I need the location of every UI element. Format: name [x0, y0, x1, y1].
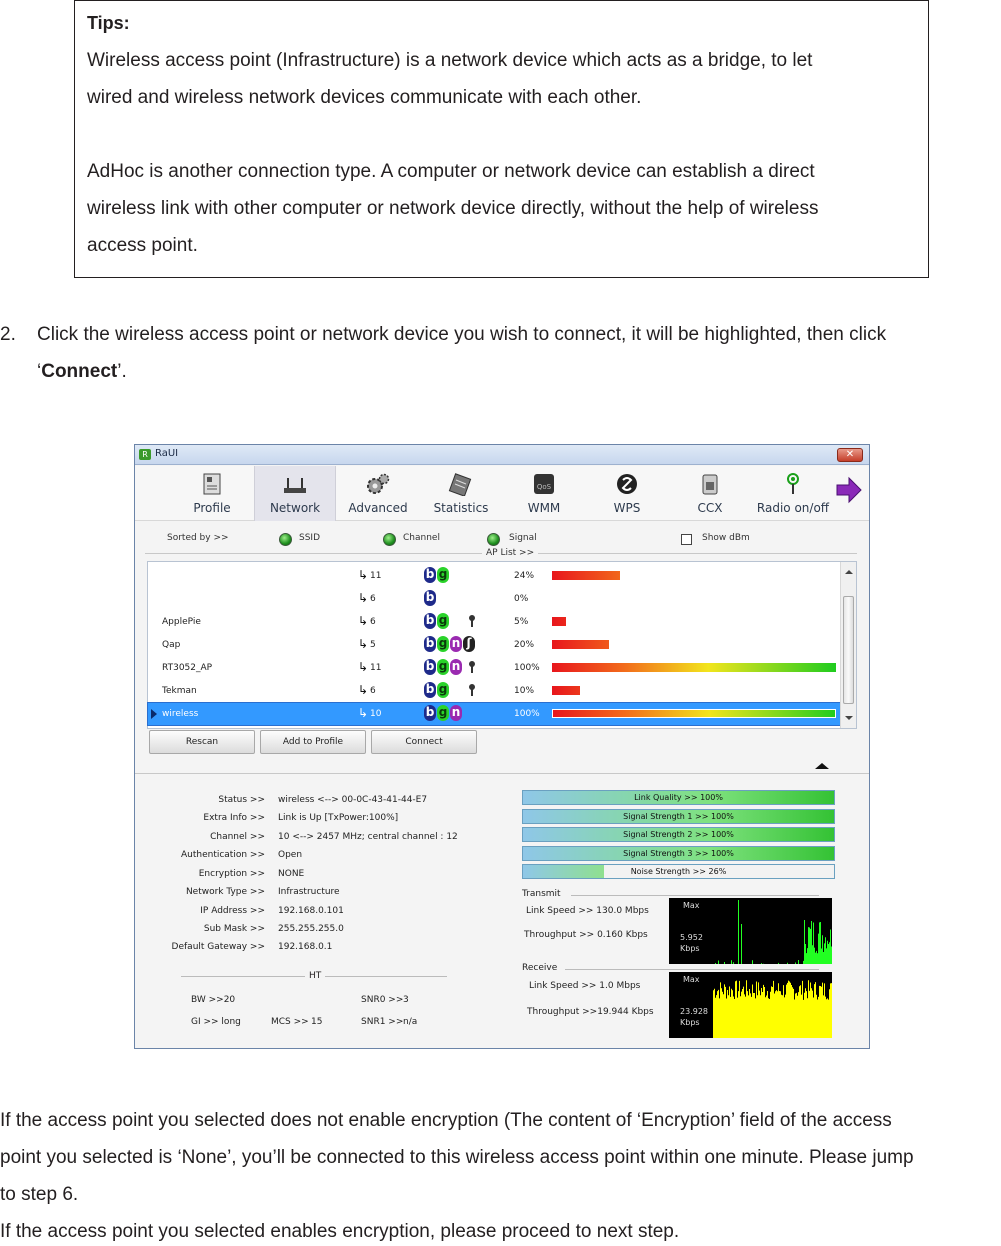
mcs-label: MCS >> [271, 1017, 309, 1027]
connect-emphasis: Connect [41, 361, 118, 382]
rx-link-speed: Link Speed >> 1.0 Mbps [529, 981, 641, 991]
close-button[interactable]: ✕ [837, 448, 863, 462]
ap-signal-percent: 24% [514, 571, 535, 581]
toolbar-wmm[interactable] [503, 466, 585, 521]
ap-signal-percent: 10% [514, 686, 535, 696]
toolbar-network[interactable] [254, 466, 336, 521]
receive-graph [669, 972, 832, 1038]
bottom-paragraph [0, 1102, 1001, 1246]
tips-para2-line3: access point. [87, 235, 198, 256]
scroll-up-arrow-icon[interactable] [845, 570, 853, 574]
ap-channel: 6 [370, 594, 376, 604]
snr1-value: n/a [403, 1017, 418, 1027]
bottom-line3: to step 6. [0, 1184, 79, 1205]
tx-max-label: Max [683, 901, 700, 910]
toolbar [135, 466, 869, 521]
add-to-profile-button[interactable]: Add to Profile [260, 730, 366, 754]
channel-icon: ↳ [358, 591, 369, 605]
profile-icon [199, 472, 225, 496]
ap-signal-percent: 20% [514, 640, 535, 650]
ap-signal-percent: 100% [514, 709, 540, 719]
ap-ssid: Tekman [162, 686, 197, 696]
channel-icon: ↳ [358, 706, 369, 720]
mode-b-icon: b [425, 682, 435, 696]
ap-signal-bar [552, 663, 836, 672]
mode-g-icon: g [438, 705, 448, 719]
snr1-label: SNR1 >> [361, 1017, 404, 1027]
ap-ssid: Qap [162, 640, 181, 650]
toolbar-ccx-label: CCX [697, 501, 723, 515]
toolbar-radio-label: Radio on/off [756, 501, 830, 515]
rx-max-label: Max [683, 975, 700, 984]
ap-signal-bar [552, 617, 566, 626]
tips-para2-line1: AdHoc is another connection type. A computer or network device can establish a direct [87, 161, 815, 182]
sort-channel-radio[interactable] [383, 533, 396, 546]
channel-icon: ↳ [358, 683, 369, 697]
link-quality-bar: Link Quality >> 100% [522, 790, 835, 805]
ccx-icon [697, 472, 723, 496]
channel-icon: ↳ [358, 637, 369, 651]
ap-modes [424, 590, 437, 608]
ap-channel: 11 [370, 571, 382, 581]
bottom-line4: If the access point you selected enables encryption, please proceed to next step. [0, 1221, 680, 1242]
mode-b-icon: b [425, 636, 435, 650]
ap-modes [424, 613, 450, 631]
toolbar-ccx[interactable] [669, 466, 751, 521]
ap-row[interactable] [148, 634, 840, 656]
ap-modes [424, 567, 450, 585]
transmit-title: Transmit [522, 889, 561, 899]
ap-modes [424, 636, 476, 654]
signal-strength-1-bar: Signal Strength 1 >> 100% [522, 809, 835, 824]
transmit-plot [713, 898, 832, 964]
tips-para2-line2: wireless link with other computer or network device directly, without the help of wireless [87, 198, 819, 219]
toolbar-network-label: Network [269, 501, 321, 515]
statistics-icon [448, 472, 474, 496]
mode-g-icon: g [438, 682, 448, 696]
gears-icon [365, 472, 391, 496]
show-dbm-label: Show dBm [702, 533, 750, 543]
ap-channel: 10 [370, 709, 382, 719]
bottom-line2: point you selected is ‘None’, you’ll be connected to this wireless access point within one minute. Please jump [0, 1147, 914, 1168]
signal-strength-3-bar: Signal Strength 3 >> 100% [522, 846, 835, 861]
toolbar-statistics-label: Statistics [433, 501, 489, 515]
scroll-thumb[interactable] [843, 596, 854, 704]
tx-throughput: Throughput >> 0.160 Kbps [524, 930, 648, 940]
toolbar-statistics[interactable] [420, 466, 502, 521]
mode-b-icon: b [425, 567, 435, 581]
title-bar [135, 445, 869, 465]
toolbar-radio[interactable] [752, 466, 834, 521]
channel-icon: ↳ [358, 660, 369, 674]
window-title: RaUI [155, 448, 179, 459]
signal-strength-2-bar: Signal Strength 2 >> 100% [522, 827, 835, 842]
ap-channel: 5 [370, 640, 376, 650]
toolbar-advanced-label: Advanced [348, 501, 408, 515]
tips-para1-line1: Wireless access point (Infrastructure) is a network device which acts as a bridge, to let [87, 50, 813, 71]
raui-logo-icon: R [139, 449, 151, 460]
receive-title: Receive [522, 963, 558, 973]
toolbar-profile-label: Profile [193, 501, 231, 515]
toolbar-wmm-label: WMM [527, 501, 561, 515]
lock-icon [468, 661, 476, 673]
receive-divider [565, 969, 819, 970]
ap-signal-percent: 0% [514, 594, 529, 604]
gi-value: GI >> long [191, 1017, 241, 1027]
sorted-by-label: Sorted by >> [167, 533, 229, 543]
mode-g-icon: g [438, 613, 448, 627]
snr0-value: 3 [403, 995, 409, 1005]
router-icon [282, 472, 308, 496]
ap-row[interactable] [148, 565, 840, 587]
ap-signal-bar [552, 571, 620, 580]
ap-list-scrollbar[interactable] [840, 562, 856, 728]
sort-channel-label: Channel [403, 533, 440, 543]
rx-throughput: Throughput >>19.944 Kbps [527, 1007, 654, 1017]
tx-link-speed: Link Speed >> 130.0 Mbps [526, 906, 649, 916]
rescan-button[interactable]: Rescan [149, 730, 255, 754]
mode-g-icon: g [438, 636, 448, 650]
bw-value: BW >>20 [191, 995, 236, 1005]
lock-icon [468, 684, 476, 696]
rx-max-value: 23.928 Kbps [680, 1007, 708, 1027]
connect-button[interactable]: Connect [371, 730, 477, 754]
ap-list-label: AP List >> [482, 548, 538, 558]
channel-icon: ↳ [358, 568, 369, 582]
ap-ssid: wireless [162, 709, 199, 719]
ap-ssid: RT3052_AP [162, 663, 213, 673]
wps-icon [614, 472, 640, 496]
ht-header [181, 971, 447, 981]
ap-channel: 6 [370, 617, 376, 627]
sort-signal-label: Signal [509, 533, 537, 543]
mode-b-icon: b [425, 705, 435, 719]
mode-g-icon: g [438, 567, 448, 581]
ap-signal-bar [552, 709, 836, 718]
ap-row[interactable] [148, 657, 840, 679]
sort-ssid-label: SSID [299, 533, 321, 543]
mcs-value: 15 [311, 1017, 323, 1027]
ap-list-header [145, 548, 857, 558]
raui-window: R RaUI ✕ Profile Network Advanced Statistics QoS WMM WPS CCX Radio on/off Sorted by >> SSID Channel Signal Show dBm AP List >> wireless ↳ 10 b g n 100% Tekman ↳ 6 b g 10% RT3052_AP ↳ 11 b g n 100% Qap ↳ 5 b g n ʃ 20% ApplePie ↳ 6 b g 5% ↳ 6 b 0% ↳ 11 b g 24% Rescan Add to Profile Connect Status >> wireless <--> 00-0C-43-41-44-E7 Extra Info >> Link is Up [TxPower:100%] Channel >> 10 <--> 2457 MHz; central channel : 12 Authentication >> Open Encryption >> NONE Network Type >> Infrastructure IP Address >> 192.168.0.101 Sub Mask >> 255.255.255.0 Default Gateway >> 192.168.0.1 HT BW >>20 GI >> long MCS >> 15 SNR0 >> 3 SNR1 >> n/a Link Quality >> 100% Signal Strength 1 >> 100% Signal Strength 2 >> 100% Signal Strength 3 >> 100% Noise Strength >> 26% Transmit Link Speed >> 130.0 Mbps Throughput >> 0.160 Kbps Max 5.952 Kbps Receive Link Speed >> 1.0 Mbps Throughput >>19.944 Kbps Max 23.928 Kbps [134, 444, 870, 1049]
mode-n-icon: n [451, 636, 461, 650]
ap-modes [424, 705, 463, 723]
tips-box [74, 0, 929, 278]
mode-b-icon: b [425, 659, 435, 673]
wps-icon: ʃ [463, 636, 475, 652]
sort-ssid-radio[interactable] [279, 533, 292, 546]
tx-max-value: 5.952 Kbps [680, 933, 703, 953]
snr0-label: SNR0 >> [361, 995, 404, 1005]
noise-strength-bar: Noise Strength >> 26% [522, 864, 835, 879]
ap-modes [424, 659, 463, 677]
ap-signal-percent: 100% [514, 663, 540, 673]
toolbar-advanced[interactable] [337, 466, 419, 521]
show-dbm-checkbox[interactable] [681, 534, 692, 545]
scroll-down-arrow-icon[interactable] [845, 716, 853, 720]
collapse-arrow-icon[interactable] [815, 763, 829, 769]
tips-para1-line2: wired and wireless network devices communicate with each other. [87, 87, 642, 108]
tips-title: Tips: [87, 13, 130, 33]
receive-plot [713, 972, 832, 1038]
mode-b-icon: b [425, 613, 435, 627]
ap-signal-percent: 5% [514, 617, 529, 627]
transmit-divider [571, 895, 819, 896]
ap-channel: 6 [370, 686, 376, 696]
ht-label: HT [305, 971, 325, 981]
channel-icon: ↳ [358, 614, 369, 628]
lock-icon [468, 615, 476, 627]
selected-arrow-icon [151, 709, 157, 719]
toolbar-wps[interactable] [586, 466, 668, 521]
step-line2: ‘Connect’. [37, 361, 127, 382]
ap-signal-bar [552, 686, 580, 695]
sort-signal-radio[interactable] [487, 533, 500, 546]
ap-row[interactable] [148, 680, 840, 702]
toolbar-wps-label: WPS [613, 501, 641, 515]
radio-antenna-icon [780, 472, 806, 496]
ap-channel: 11 [370, 663, 382, 673]
divider [135, 773, 869, 774]
ap-row[interactable] [148, 703, 840, 725]
step-number: 2. [0, 324, 16, 345]
mode-n-icon: n [451, 659, 461, 673]
ap-row[interactable] [148, 588, 840, 610]
ap-signal-bar [552, 640, 609, 649]
mode-n-icon: n [451, 705, 461, 719]
bottom-line1: If the access point you selected does not enable encryption (The content of ‘Encryption’ field of the access [0, 1110, 892, 1131]
ap-ssid: ApplePie [162, 617, 201, 627]
qos-icon [531, 472, 557, 496]
step-line1: Click the wireless access point or network device you wish to connect, it will be highlighted, then click [37, 324, 887, 345]
ap-row[interactable] [148, 611, 840, 633]
transmit-graph [669, 898, 832, 964]
ap-list [147, 561, 857, 729]
mode-g-icon: g [438, 659, 448, 673]
svg-text:QoS: QoS [536, 483, 552, 491]
ap-modes [424, 682, 450, 700]
mode-b-icon: b [425, 590, 435, 604]
next-arrow-icon[interactable] [835, 476, 863, 504]
toolbar-profile[interactable] [171, 466, 253, 521]
